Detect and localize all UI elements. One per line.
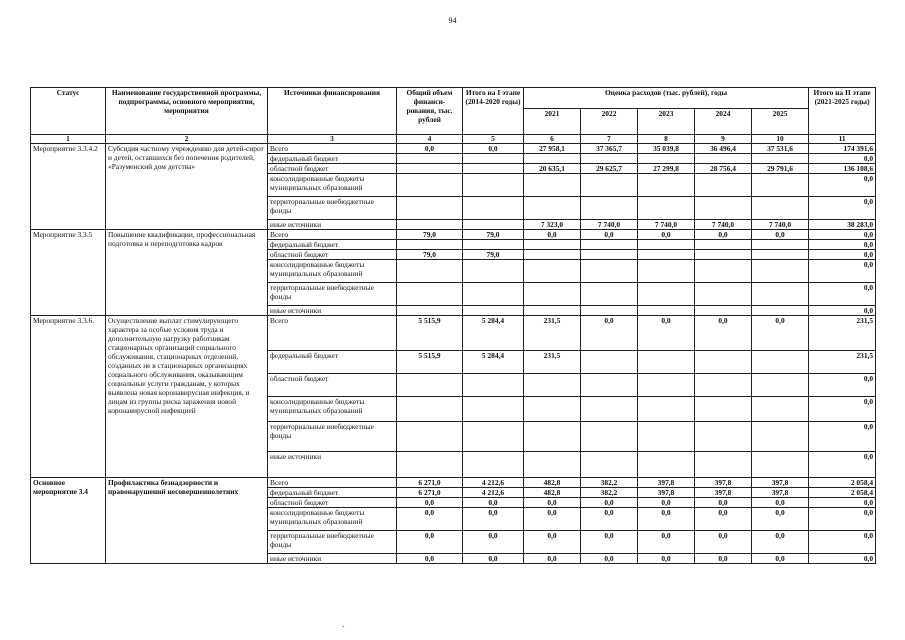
stage1-cell <box>463 174 524 197</box>
y2022-cell: 0,0 <box>581 498 638 508</box>
stage1-cell: 0,0 <box>463 554 524 564</box>
y2025-cell: 0,0 <box>752 554 809 564</box>
column-number: 11 <box>809 135 876 144</box>
header-year: 2025 <box>752 109 809 135</box>
stage2-cell: 0,0 <box>809 452 876 478</box>
y2025-cell <box>752 154 809 164</box>
source-cell: областной бюджет <box>268 374 397 397</box>
y2024-cell <box>695 250 752 260</box>
y2021-cell: 231,5 <box>524 316 581 351</box>
source-cell: Всего <box>268 230 397 240</box>
y2024-cell: 36 496,4 <box>695 144 752 154</box>
y2022-cell <box>581 397 638 422</box>
row-status: Мероприятие 3.3.6. <box>31 316 106 478</box>
y2025-cell <box>752 240 809 250</box>
y2023-cell: 7 740,0 <box>638 220 695 230</box>
y2023-cell: 0,0 <box>638 554 695 564</box>
y2024-cell <box>695 374 752 397</box>
header-year: 2023 <box>638 109 695 135</box>
source-cell: Всего <box>268 478 397 488</box>
total-cell <box>397 164 463 174</box>
y2023-cell: 0,0 <box>638 498 695 508</box>
total-cell: 0,0 <box>397 498 463 508</box>
y2022-cell <box>581 154 638 164</box>
y2025-cell: 0,0 <box>752 316 809 351</box>
y2022-cell: 7 740,0 <box>581 220 638 230</box>
stage2-cell: 2 058,4 <box>809 478 876 488</box>
y2024-cell: 0,0 <box>695 508 752 531</box>
total-cell <box>397 283 463 306</box>
y2024-cell <box>695 422 752 452</box>
total-cell <box>397 397 463 422</box>
y2023-cell: 0,0 <box>638 230 695 240</box>
y2021-cell <box>524 422 581 452</box>
total-cell: 0,0 <box>397 508 463 531</box>
total-cell <box>397 452 463 478</box>
y2025-cell <box>752 306 809 316</box>
y2021-cell: 0,0 <box>524 498 581 508</box>
stage2-cell: 136 108,6 <box>809 164 876 174</box>
y2022-cell <box>581 422 638 452</box>
y2025-cell <box>752 374 809 397</box>
y2021-cell: 482,8 <box>524 478 581 488</box>
y2021-cell: 0,0 <box>524 554 581 564</box>
stage1-cell <box>463 452 524 478</box>
y2022-cell: 382,2 <box>581 488 638 498</box>
y2025-cell <box>752 197 809 220</box>
stage1-cell: 0,0 <box>463 498 524 508</box>
y2025-cell: 397,8 <box>752 488 809 498</box>
stage2-cell: 0,0 <box>809 498 876 508</box>
y2023-cell: 35 039,8 <box>638 144 695 154</box>
source-cell: территориальные внебюджетные фонды <box>268 283 397 306</box>
source-cell: Всего <box>268 316 397 351</box>
source-cell: областной бюджет <box>268 498 397 508</box>
stage1-cell <box>463 220 524 230</box>
stage1-cell: 79,0 <box>463 250 524 260</box>
y2024-cell <box>695 197 752 220</box>
source-cell: федеральный бюджет <box>268 154 397 164</box>
stage1-cell <box>463 283 524 306</box>
stage1-cell <box>463 240 524 250</box>
y2024-cell: 0,0 <box>695 230 752 240</box>
y2025-cell <box>752 250 809 260</box>
table-row <box>31 230 876 240</box>
y2021-cell <box>524 154 581 164</box>
y2021-cell: 0,0 <box>524 508 581 531</box>
y2021-cell: 7 323,0 <box>524 220 581 230</box>
table-row <box>31 478 876 488</box>
y2021-cell <box>524 452 581 478</box>
total-cell <box>397 374 463 397</box>
table-body <box>31 144 876 564</box>
stage2-cell: 0,0 <box>809 374 876 397</box>
y2024-cell <box>695 240 752 250</box>
total-cell <box>397 240 463 250</box>
column-number: 9 <box>695 135 752 144</box>
y2022-cell <box>581 452 638 478</box>
stage1-cell <box>463 422 524 452</box>
total-cell: 5 515,9 <box>397 316 463 351</box>
stage2-cell: 0,0 <box>809 230 876 240</box>
table-row <box>31 144 876 154</box>
source-cell: областной бюджет <box>268 164 397 174</box>
stage1-cell: 79,0 <box>463 230 524 240</box>
y2025-cell <box>752 397 809 422</box>
y2025-cell <box>752 283 809 306</box>
y2025-cell: 0,0 <box>752 230 809 240</box>
y2021-cell: 0,0 <box>524 531 581 554</box>
header-year: 2024 <box>695 109 752 135</box>
column-number-row <box>31 135 876 144</box>
y2022-cell: 37 365,7 <box>581 144 638 154</box>
source-cell: федеральный бюджет <box>268 240 397 250</box>
header-year: 2021 <box>524 109 581 135</box>
y2024-cell <box>695 306 752 316</box>
total-cell: 0,0 <box>397 531 463 554</box>
stage1-cell: 0,0 <box>463 508 524 531</box>
y2023-cell <box>638 351 695 374</box>
source-cell: территориальные внебюджетные фонды <box>268 197 397 220</box>
source-cell: территориальные внебюджетные фонды <box>268 531 397 554</box>
y2025-cell <box>752 351 809 374</box>
y2024-cell <box>695 154 752 164</box>
source-cell: иные источники <box>268 220 397 230</box>
y2023-cell <box>638 374 695 397</box>
y2022-cell: 29 625,7 <box>581 164 638 174</box>
y2025-cell: 0,0 <box>752 498 809 508</box>
y2022-cell <box>581 306 638 316</box>
stage2-cell: 0,0 <box>809 174 876 197</box>
source-cell: консолидированные бюджеты муниципальных образований <box>268 174 397 197</box>
stage2-cell: 0,0 <box>809 422 876 452</box>
y2021-cell <box>524 397 581 422</box>
header-sources: Источники финансирования <box>268 88 397 135</box>
total-cell <box>397 174 463 197</box>
y2022-cell: 382,2 <box>581 478 638 488</box>
financing-table <box>30 87 876 564</box>
total-cell <box>397 422 463 452</box>
stage1-cell <box>463 397 524 422</box>
y2025-cell: 0,0 <box>752 531 809 554</box>
stage2-cell: 2 058,4 <box>809 488 876 498</box>
stage2-cell: 0,0 <box>809 197 876 220</box>
stage1-cell <box>463 260 524 283</box>
y2021-cell: 0,0 <box>524 230 581 240</box>
total-cell <box>397 306 463 316</box>
y2024-cell: 28 756,4 <box>695 164 752 174</box>
y2023-cell: 0,0 <box>638 508 695 531</box>
y2021-cell <box>524 174 581 197</box>
column-number: 4 <box>397 135 463 144</box>
stage2-cell: 0,0 <box>809 240 876 250</box>
y2022-cell: 0,0 <box>581 531 638 554</box>
total-cell <box>397 197 463 220</box>
source-cell: консолидированные бюджеты муниципальных образований <box>268 508 397 531</box>
source-cell: иные источники <box>268 554 397 564</box>
y2021-cell: 231,5 <box>524 351 581 374</box>
total-cell: 79,0 <box>397 250 463 260</box>
y2025-cell <box>752 174 809 197</box>
y2023-cell <box>638 174 695 197</box>
row-name: Субсидия частному учреждению для детей-сирот и детей, оставшихся без попечения родителей, «Разуменский дом детства» <box>106 144 268 230</box>
stage2-cell: 0,0 <box>809 250 876 260</box>
y2021-cell <box>524 306 581 316</box>
total-cell: 79,0 <box>397 230 463 240</box>
y2022-cell: 0,0 <box>581 554 638 564</box>
total-cell: 0,0 <box>397 144 463 154</box>
y2024-cell: 7 740,0 <box>695 220 752 230</box>
y2021-cell <box>524 240 581 250</box>
total-cell <box>397 260 463 283</box>
stage2-cell: 231,5 <box>809 351 876 374</box>
stage1-cell: 0,0 <box>463 144 524 154</box>
y2023-cell <box>638 250 695 260</box>
stage2-cell: 0,0 <box>809 260 876 283</box>
y2024-cell: 0,0 <box>695 554 752 564</box>
source-cell: федеральный бюджет <box>268 488 397 498</box>
source-cell: консолидированные бюджеты муниципальных образований <box>268 260 397 283</box>
y2024-cell: 397,8 <box>695 478 752 488</box>
y2024-cell <box>695 283 752 306</box>
y2023-cell <box>638 283 695 306</box>
y2024-cell <box>695 397 752 422</box>
y2021-cell <box>524 283 581 306</box>
y2021-cell <box>524 374 581 397</box>
source-cell: иные источники <box>268 452 397 478</box>
y2024-cell <box>695 452 752 478</box>
row-name: Профилактика безнадзорности и правонарушений несовершеннолетних <box>106 478 268 564</box>
y2025-cell: 7 740,0 <box>752 220 809 230</box>
y2022-cell <box>581 174 638 197</box>
y2023-cell <box>638 422 695 452</box>
total-cell: 6 271,0 <box>397 488 463 498</box>
stage2-cell: 0,0 <box>809 397 876 422</box>
source-cell: территориальные внебюджетные фонды <box>268 422 397 452</box>
y2023-cell <box>638 154 695 164</box>
y2021-cell: 482,8 <box>524 488 581 498</box>
y2023-cell <box>638 240 695 250</box>
source-cell: областной бюджет <box>268 250 397 260</box>
y2021-cell <box>524 197 581 220</box>
column-number: 6 <box>524 135 581 144</box>
y2022-cell: 0,0 <box>581 230 638 240</box>
stage1-cell <box>463 374 524 397</box>
y2022-cell: 0,0 <box>581 508 638 531</box>
total-cell <box>397 220 463 230</box>
source-cell: Всего <box>268 144 397 154</box>
stage2-cell: 174 391,6 <box>809 144 876 154</box>
y2023-cell: 0,0 <box>638 531 695 554</box>
y2022-cell: 0,0 <box>581 316 638 351</box>
y2025-cell <box>752 260 809 283</box>
column-number: 7 <box>581 135 638 144</box>
y2025-cell: 29 791,6 <box>752 164 809 174</box>
y2021-cell: 27 958,1 <box>524 144 581 154</box>
stage2-cell: 231,5 <box>809 316 876 351</box>
header-status: Статус <box>31 88 106 135</box>
header-stage1: Итого на I этапе (2014-2020 годы) <box>463 88 524 135</box>
y2022-cell <box>581 374 638 397</box>
stage1-cell <box>463 306 524 316</box>
total-cell <box>397 154 463 164</box>
total-cell: 0,0 <box>397 554 463 564</box>
row-status: Мероприятие 3.3.4.2 <box>31 144 106 230</box>
y2023-cell <box>638 197 695 220</box>
stage1-cell: 4 212,6 <box>463 478 524 488</box>
source-cell: федеральный бюджет <box>268 351 397 374</box>
y2024-cell: 0,0 <box>695 498 752 508</box>
stage1-cell: 0,0 <box>463 531 524 554</box>
stage1-cell: 5 284,4 <box>463 351 524 374</box>
y2023-cell: 27 299,8 <box>638 164 695 174</box>
table-row <box>31 316 876 351</box>
stage1-cell <box>463 197 524 220</box>
column-number: 3 <box>268 135 397 144</box>
total-cell: 6 271,0 <box>397 478 463 488</box>
y2024-cell <box>695 351 752 374</box>
stage2-cell: 0,0 <box>809 508 876 531</box>
y2025-cell <box>752 452 809 478</box>
column-number: 8 <box>638 135 695 144</box>
y2022-cell <box>581 260 638 283</box>
column-number: 2 <box>106 135 268 144</box>
source-cell: иные источники <box>268 306 397 316</box>
y2025-cell: 397,8 <box>752 478 809 488</box>
y2023-cell <box>638 260 695 283</box>
stage2-cell: 0,0 <box>809 554 876 564</box>
source-cell: консолидированные бюджеты муниципальных образований <box>268 397 397 422</box>
y2025-cell <box>752 422 809 452</box>
header-name: Наименование государственной программы, подпрограммы, основного мероприятия, мероприятия <box>106 88 268 135</box>
stage1-cell <box>463 154 524 164</box>
row-status: Мероприятие 3.3.5 <box>31 230 106 316</box>
stage2-cell: 38 283,0 <box>809 220 876 230</box>
y2025-cell: 37 531,6 <box>752 144 809 154</box>
y2021-cell <box>524 260 581 283</box>
row-status: Основное мероприятие 3.4 <box>31 478 106 564</box>
y2022-cell <box>581 197 638 220</box>
column-number: 1 <box>31 135 106 144</box>
stage1-cell: 5 284,4 <box>463 316 524 351</box>
y2024-cell <box>695 260 752 283</box>
y2024-cell <box>695 174 752 197</box>
header-year: 2022 <box>581 109 638 135</box>
y2023-cell: 397,8 <box>638 488 695 498</box>
y2023-cell <box>638 452 695 478</box>
y2022-cell <box>581 283 638 306</box>
y2023-cell: 397,8 <box>638 478 695 488</box>
y2023-cell: 0,0 <box>638 316 695 351</box>
y2024-cell: 0,0 <box>695 531 752 554</box>
y2021-cell <box>524 250 581 260</box>
page-number: 94 <box>448 16 457 25</box>
stray-mark: - <box>342 622 345 630</box>
stage2-cell: 0,0 <box>809 154 876 164</box>
y2022-cell <box>581 250 638 260</box>
row-name: Осуществление выплат стимулирующего характера за особые условия труда и дополнительную нагрузку работникам стационарных организаций социального обслуживания, стационарных отделений, созданных не в стационарных организациях социального обслуживания, оказывающим социальные услуги гражданам, у которых выявлена новая коронавирусная инфекция, и лицам из группы риска заражения новой коронавирусной инфекцией <box>106 316 268 478</box>
stage2-cell: 0,0 <box>809 531 876 554</box>
y2024-cell: 0,0 <box>695 316 752 351</box>
column-number: 5 <box>463 135 524 144</box>
y2021-cell: 20 635,1 <box>524 164 581 174</box>
stage1-cell <box>463 164 524 174</box>
total-cell: 5 515,9 <box>397 351 463 374</box>
header-total: Общий объем финанси-рования, тыс. рублей <box>397 88 463 135</box>
stage2-cell: 0,0 <box>809 306 876 316</box>
stage1-cell: 4 212,6 <box>463 488 524 498</box>
y2023-cell <box>638 306 695 316</box>
stage2-cell: 0,0 <box>809 283 876 306</box>
header-stage2: Итого на II этапе (2021-2025 годы) <box>809 88 876 135</box>
header-estimate: Оценка расходов (тыс. рублей), годы <box>524 88 809 109</box>
y2022-cell <box>581 351 638 374</box>
y2023-cell <box>638 397 695 422</box>
column-number: 10 <box>752 135 809 144</box>
y2022-cell <box>581 240 638 250</box>
row-name: Повышение квалификации, профессиональная подготовка и переподготовка кадров <box>106 230 268 316</box>
y2024-cell: 397,8 <box>695 488 752 498</box>
y2025-cell: 0,0 <box>752 508 809 531</box>
